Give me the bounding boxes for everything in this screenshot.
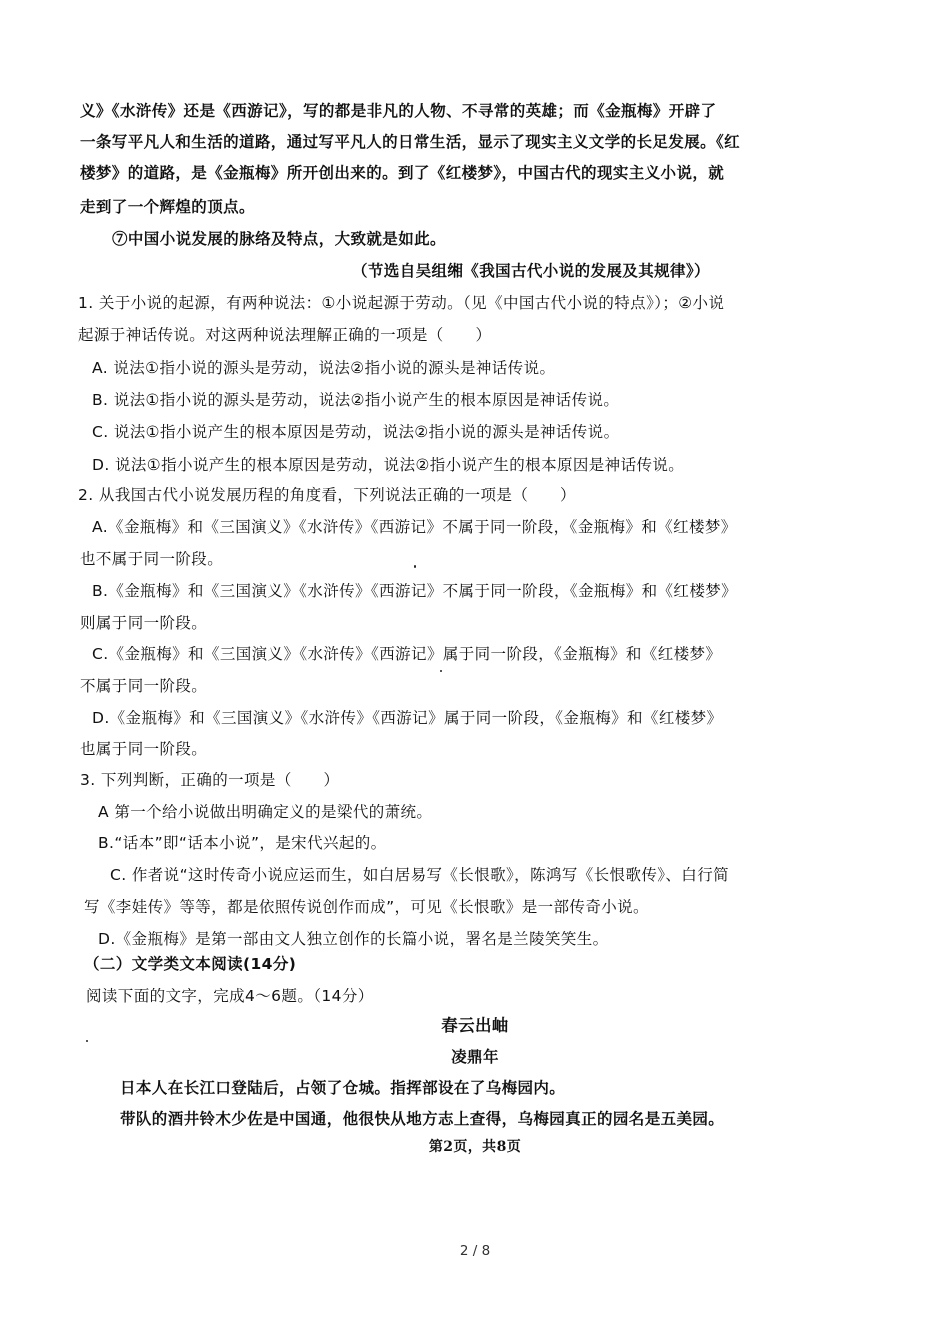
q3-option-a: A 第一个给小说做出明确定义的是梁代的萧统。 bbox=[98, 803, 433, 821]
q1-stem-line-1: 1. 关于小说的起源，有两种说法：①小说起源于劳动。（见《中国古代小说的特点》）；②小说 bbox=[78, 294, 725, 312]
passage-line-2: 一条写平凡人和生活的道路，通过写平凡人的日常生活，显示了现实主义文学的长足发展。《红 bbox=[80, 132, 741, 151]
passage-source: （节选自吴组缃《我国古代小说的发展及其规律》） bbox=[352, 261, 710, 280]
q1-stem-line-2: 起源于神话传说。对这两种说法理解正确的一项是（ ） bbox=[78, 326, 492, 344]
scan-speck bbox=[86, 1040, 88, 1042]
q3-option-c-line-2: 写《李娃传》等等，都是依照传说创作而成”，可见《长恨歌》是一部传奇小说。 bbox=[84, 898, 649, 916]
passage-line-5: ⑦中国小说发展的脉络及特点，大致就是如此。 bbox=[112, 229, 446, 248]
q2-option-b-line-2: 则属于同一阶段。 bbox=[80, 614, 208, 632]
passage-line-1: 义》《水浒传》还是《西游记》，写的都是非凡的人物、不寻常的英雄；而《金瓶梅》开辟了 bbox=[80, 101, 717, 120]
page-footer: 第2页，共8页 bbox=[428, 1139, 522, 1155]
section-heading: （二）文学类文本阅读(14分) bbox=[84, 955, 297, 973]
story-line-2: 带队的酒井铃木少佐是中国通，他很快从地方志上查得，乌梅园真正的园名是五美园。 bbox=[120, 1109, 725, 1128]
q2-option-c-line-1: C.《金瓶梅》和《三国演义》《水浒传》《西游记》属于同一阶段，《金瓶梅》和《红楼梦》 bbox=[92, 645, 722, 663]
story-title: 春云出岫 bbox=[441, 1016, 509, 1035]
q3-option-d: D.《金瓶梅》是第一部由文人独立创作的长篇小说，署名是兰陵笑笑生。 bbox=[98, 930, 609, 948]
q1-option-b: B. 说法①指小说的源头是劳动，说法②指小说产生的根本原因是神话传说。 bbox=[92, 391, 620, 409]
q2-option-c-line-2: 不属于同一阶段。 bbox=[80, 677, 208, 695]
q2-option-d-line-2: 也属于同一阶段。 bbox=[80, 740, 208, 758]
story-line-1: 日本人在长江口登陆后，占领了仓城。指挥部设在了乌梅园内。 bbox=[120, 1078, 566, 1097]
q2-option-a-line-2: 也不属于同一阶段。 bbox=[80, 550, 224, 568]
q2-option-a-line-1: A.《金瓶梅》和《三国演义》《水浒传》《西游记》不属于同一阶段，《金瓶梅》和《红楼梦》 bbox=[92, 518, 737, 536]
passage-line-4: 走到了一个辉煌的顶点。 bbox=[80, 197, 255, 216]
scan-speck bbox=[414, 565, 416, 568]
q2-stem: 2. 从我国古代小说发展历程的角度看，下列说法正确的一项是（ ） bbox=[78, 486, 576, 504]
passage-line-3: 楼梦》的道路，是《金瓶梅》所开创出来的。到了《红楼梦》，中国古代的现实主义小说，就 bbox=[80, 163, 725, 182]
viewer-page-indicator: 2 / 8 bbox=[459, 1243, 491, 1259]
q2-option-b-line-1: B.《金瓶梅》和《三国演义》《水浒传》《西游记》不属于同一阶段，《金瓶梅》和《红楼梦》 bbox=[92, 582, 738, 600]
q1-option-a: A. 说法①指小说的源头是劳动，说法②指小说的源头是神话传说。 bbox=[92, 359, 556, 377]
section-instruction: 阅读下面的文字，完成4～6题。（14分） bbox=[86, 987, 374, 1005]
q1-option-d: D. 说法①指小说产生的根本原因是劳动，说法②指小说产生的根本原因是神话传说。 bbox=[92, 456, 685, 474]
q3-stem: 3. 下列判断，正确的一项是（ ） bbox=[80, 771, 340, 789]
q1-option-c: C. 说法①指小说产生的根本原因是劳动，说法②指小说的源头是神话传说。 bbox=[92, 423, 620, 441]
scan-speck bbox=[440, 670, 442, 672]
q3-option-b: B.“话本”即“话本小说”，是宋代兴起的。 bbox=[98, 834, 387, 852]
story-author: 凌鼎年 bbox=[451, 1047, 499, 1066]
q3-option-c-line-1: C. 作者说“这时传奇小说应运而生，如白居易写《长恨歌》，陈鸿写《长恨歌传》、白行简 bbox=[110, 866, 730, 884]
q2-option-d-line-1: D.《金瓶梅》和《三国演义》《水浒传》《西游记》属于同一阶段，《金瓶梅》和《红楼梦》 bbox=[92, 709, 723, 727]
